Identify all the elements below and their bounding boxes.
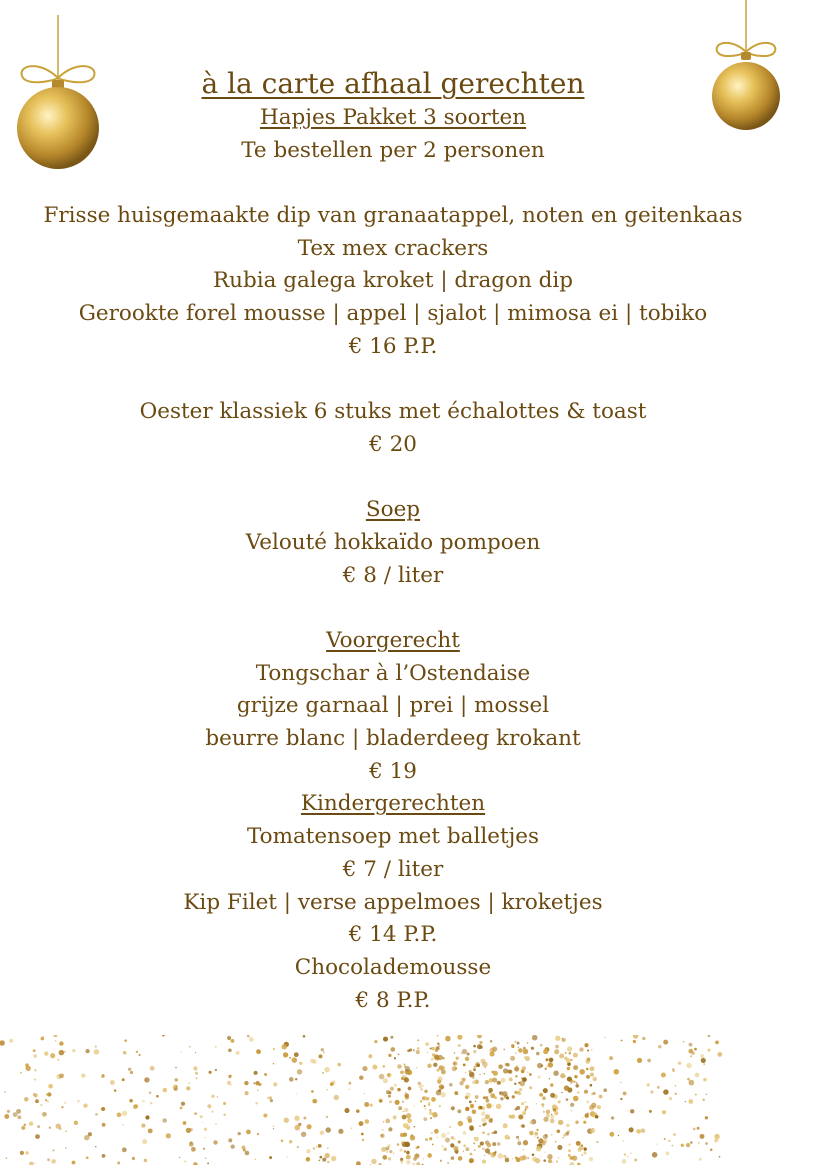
menu-item: Tongschar à l’Ostendaise — [255, 660, 531, 686]
menu — [0, 66, 786, 1017]
price: € 8 / liter — [342, 562, 444, 588]
menu-item: Frisse huisgemaakte dip van granaatappel, noten en geitenkaas — [43, 203, 743, 229]
section-heading-hapjes: Hapjes Pakket 3 soorten — [259, 105, 527, 130]
menu-item-detail: beurre blanc | bladerdeeg krokant — [205, 726, 581, 752]
menu-item: Kip Filet | verse appelmoes | kroketjes — [183, 889, 603, 915]
price: € 16 P.P. — [348, 333, 438, 359]
menu-item: Velouté hokkaïdo pompoen — [245, 529, 541, 555]
section-heading-voorgerecht: Voorgerecht — [326, 628, 460, 653]
menu-item: Chocolademousse — [294, 954, 492, 980]
menu-item: Gerookte forel mousse | appel | sjalot | mimosa ei | tobiko — [78, 301, 708, 327]
hapjes-note: Te bestellen per 2 personen — [241, 137, 545, 163]
menu-item: Oester klassiek 6 stuks met échalottes & toast — [139, 399, 647, 425]
menu-item: Tex mex crackers — [297, 235, 489, 261]
menu-item-detail: grijze garnaal | prei | mossel — [236, 693, 550, 719]
page-title: à la carte afhaal gerechten — [201, 67, 585, 100]
price: € 8 P.P. — [355, 987, 431, 1013]
gold-glitter-decoration — [0, 1035, 832, 1165]
price: € 19 — [369, 758, 417, 784]
menu-item: Rubia galega kroket | dragon dip — [212, 268, 574, 294]
price: € 20 — [369, 431, 417, 457]
section-heading-soep: Soep — [365, 497, 421, 523]
section-heading-kinder: Kindergerechten — [300, 791, 486, 817]
menu-item: Tomatensoep met balletjes — [246, 824, 540, 850]
price: € 7 / liter — [342, 856, 444, 882]
price: € 14 P.P. — [348, 922, 438, 948]
